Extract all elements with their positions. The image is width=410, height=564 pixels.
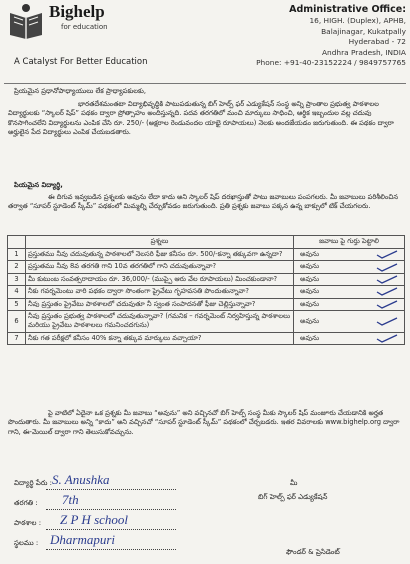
table-row: [8, 286, 405, 298]
row-number: 6: [8, 311, 26, 333]
table-row: [8, 332, 405, 344]
question-text: నీకు గత పరీక్షలో కనీసం 40% కన్నా తక్కువ మార్కులు వచ్చాయా?: [26, 332, 294, 344]
school-value[interactable]: Z P H school: [60, 512, 129, 527]
place-underline: [46, 549, 176, 550]
answer-cell[interactable]: [294, 261, 405, 273]
table-row: [8, 261, 405, 273]
office-line: Andhra Pradesh, INDIA: [321, 47, 406, 57]
answer-cell[interactable]: [294, 311, 405, 333]
class-value[interactable]: 7th: [62, 492, 79, 507]
tagline: A Catalyst For Better Education: [14, 57, 148, 67]
handwritten-tick-icon: [376, 287, 398, 296]
answer-option-yes: అవును: [300, 262, 320, 271]
row-number: 1: [8, 249, 26, 261]
answer-cell[interactable]: [294, 273, 405, 285]
brand-name: Bighelp: [49, 2, 105, 21]
answer-option-yes: అవును: [300, 274, 320, 283]
answer-option-yes: అవును: [300, 287, 320, 296]
intro-paragraph: భారతదేశమంతటా విద్యాభివృద్ధికి పాటుపడుతున్న బిగ్ హెల్ప్ ఫర్ ఎడ్యుకేషన్ సంస్థ అన్ని ప్రాంతాల ప్రభుత్వ పాఠశాలల విద్యార్థులకు “స్కాలర్ షిప్” పథకం ద్వారా ప్రోత్సాహం అందిస్తున్నది. పదవ తరగతిలో మంచి మార్కులు సాధించి, ఆర్థిక ఇబ్బందుల వల్ల చదువు కొనసాగించలేని విద్యార్థులను ఎంపిక చేసి రూ. 250/- (అక్షరాల రెండువందల యాభై రూపాయలు) నెలకు అందజేయడం జరుగుతుంది. ఈ పథకం ద్వారా అర్హులైన పేద విద్యార్థులు ఎంపిక చేయబడతారు.: [8, 100, 394, 137]
table-row: [8, 273, 405, 285]
col-questions: ప్రశ్నలు: [26, 236, 294, 249]
office-line: Hyderabad - 72: [348, 37, 406, 47]
answer-cell[interactable]: [294, 286, 405, 298]
col-answer: జవాబు పై గుర్తు పెట్టాలి: [294, 236, 405, 249]
handwritten-tick-icon: [376, 250, 398, 259]
student-name-value[interactable]: S. Anushka: [52, 472, 110, 487]
office-line: 16, HIGH. (Duplex), APHB,: [309, 16, 406, 25]
brand-subtitle: for education: [61, 23, 108, 31]
answer-cell[interactable]: [294, 298, 405, 310]
place-label: స్థలము :: [14, 539, 39, 547]
answer-option-yes: అవును: [300, 299, 320, 308]
closing-organization: బిగ్ హెల్ప్ ఫర్ ఎడ్యుకేషన్: [258, 493, 328, 501]
table-header-row: [8, 236, 405, 249]
questions-table: [7, 235, 405, 345]
col-number: [8, 236, 26, 249]
handwritten-tick-icon: [376, 263, 398, 272]
handwritten-tick-icon: [376, 334, 398, 343]
class-underline: [46, 509, 176, 510]
row-number: 4: [8, 286, 26, 298]
student-greeting: పియమైన విద్యార్థి,: [14, 181, 63, 189]
office-title: Administrative Office:: [289, 4, 406, 15]
question-text: నీకు గవర్నమెంటు వారి పథకం ద్వారా సొంతంగా ప్రైవేటు గృహవసతి పొందుతున్నావా?: [26, 286, 294, 298]
row-number: 5: [8, 298, 26, 310]
answer-option-yes: అవును: [300, 333, 320, 342]
table-row: [8, 311, 405, 333]
bighelp-logo-icon: [7, 3, 45, 39]
name-underline: [46, 489, 176, 490]
student-name-label: విద్యార్థి పేరు :: [14, 479, 52, 487]
answer-option-yes: అవును: [300, 250, 320, 258]
closing-signatory-title: ఫౌండర్ & ప్రెసిడెంట్: [286, 548, 340, 556]
table-row: [8, 249, 405, 261]
office-line: Balajinagar, Kukatpally: [321, 26, 406, 36]
office-address: [256, 3, 406, 69]
row-number: 7: [8, 332, 26, 344]
question-text: ప్రస్తుతము నీవు 8వ తరగతి గాని 10వ తరగతిలో గాని చదువుతున్నావా?: [26, 261, 294, 273]
row-number: 3: [8, 273, 26, 285]
header-divider: [4, 83, 406, 84]
instructions-paragraph: ఈ దిగువ ఇవ్వబడిన ప్రశ్నలకు అవును లేదా కాదు అని స్కాలర్ షిప్ దరఖాస్తుతో పాటు జవాబులు పంపగలరు. మీ జవాబులు పరిశీలించిన తర్వాత “సూపర్ స్టూడెంట్ స్కీమ్” పథకంలో మిమ్మల్ని చేర్చుకోవడం జరుగుతుంది. ప్రతి ప్రశ్నకు జవాబు పక్కన ఉన్న బాక్సులో టిక్ చేయగలరు.: [8, 193, 399, 211]
question-text: మీ కుటుంబ సంవత్సరాదాయం రూ. 36,000/- (ముప్పై ఆరు వేల రూపాయలు) మించకుండానా?: [26, 273, 294, 285]
row-number: 2: [8, 261, 26, 273]
answer-cell[interactable]: [294, 332, 405, 344]
question-text: నీవు ప్రస్తుతం ప్రభుత్వ పాఠశాలలో చదువుతున్నావా? (గమనిక – గవర్నమెంట్ నిర్వహిస్తున్న పాఠశాలలు మరియు ప్రైవేటు పాఠశాలలు గమనించదగును): [26, 311, 294, 333]
question-text: నీవు ప్రస్తుతం ప్రైవేటు పాఠశాలలో చదువుతూ నీ స్వంత సంపాదనతో ఫీజు చెల్లిస్తున్నావా?: [26, 298, 294, 310]
school-underline: [46, 529, 176, 530]
answer-cell[interactable]: [294, 249, 405, 261]
class-label: తరగతి :: [14, 499, 38, 507]
school-label: పాఠశాల :: [14, 519, 42, 527]
question-text: ప్రస్తుతము నీవు చదువుతున్న పాఠశాలలో నెలసరి ఫీజు కనీసం రూ. 500/-కన్నా తక్కువగా ఉన్నదా?: [26, 249, 294, 261]
closing-paragraph: పై వాటిలో ఏదైనా ఒక ప్రశ్నకు మీ జవాబు “అవును” అని వచ్చినచో బిగ్ హెల్ప్ సంస్థ మీకు స్కాలర్ షిప్ మంజూరు చేయడానికి అర్హత పొందుతారు. మీ జవాబులు అన్ని “కాదు” అని వచ్చినచో “సూపర్ స్టూడెంట్ స్కీమ్” పథకంలో చేర్చబడరు. ఇతర వివరాలకు www.bighelp.org ద్వారా గాని, ఈ-మెయిల్ ద్వారా గాని తెలుసుకోవచ్చును.: [8, 409, 400, 436]
answer-option-yes: అవును: [300, 316, 320, 325]
handwritten-tick-icon: [376, 300, 398, 309]
salutation: ప్రియమైన ప్రధానోపాధ్యాయులు లేక ప్రాధ్యాపకులకు,: [14, 87, 146, 95]
handwritten-tick-icon: [376, 275, 398, 284]
handwritten-tick-icon: [376, 317, 398, 326]
place-value[interactable]: Dharmapuri: [50, 532, 116, 547]
office-phone: Phone: +91-40-23152224 / 9849757765: [256, 58, 406, 68]
closing-yours: మీ: [290, 479, 298, 487]
table-row: [8, 298, 405, 310]
